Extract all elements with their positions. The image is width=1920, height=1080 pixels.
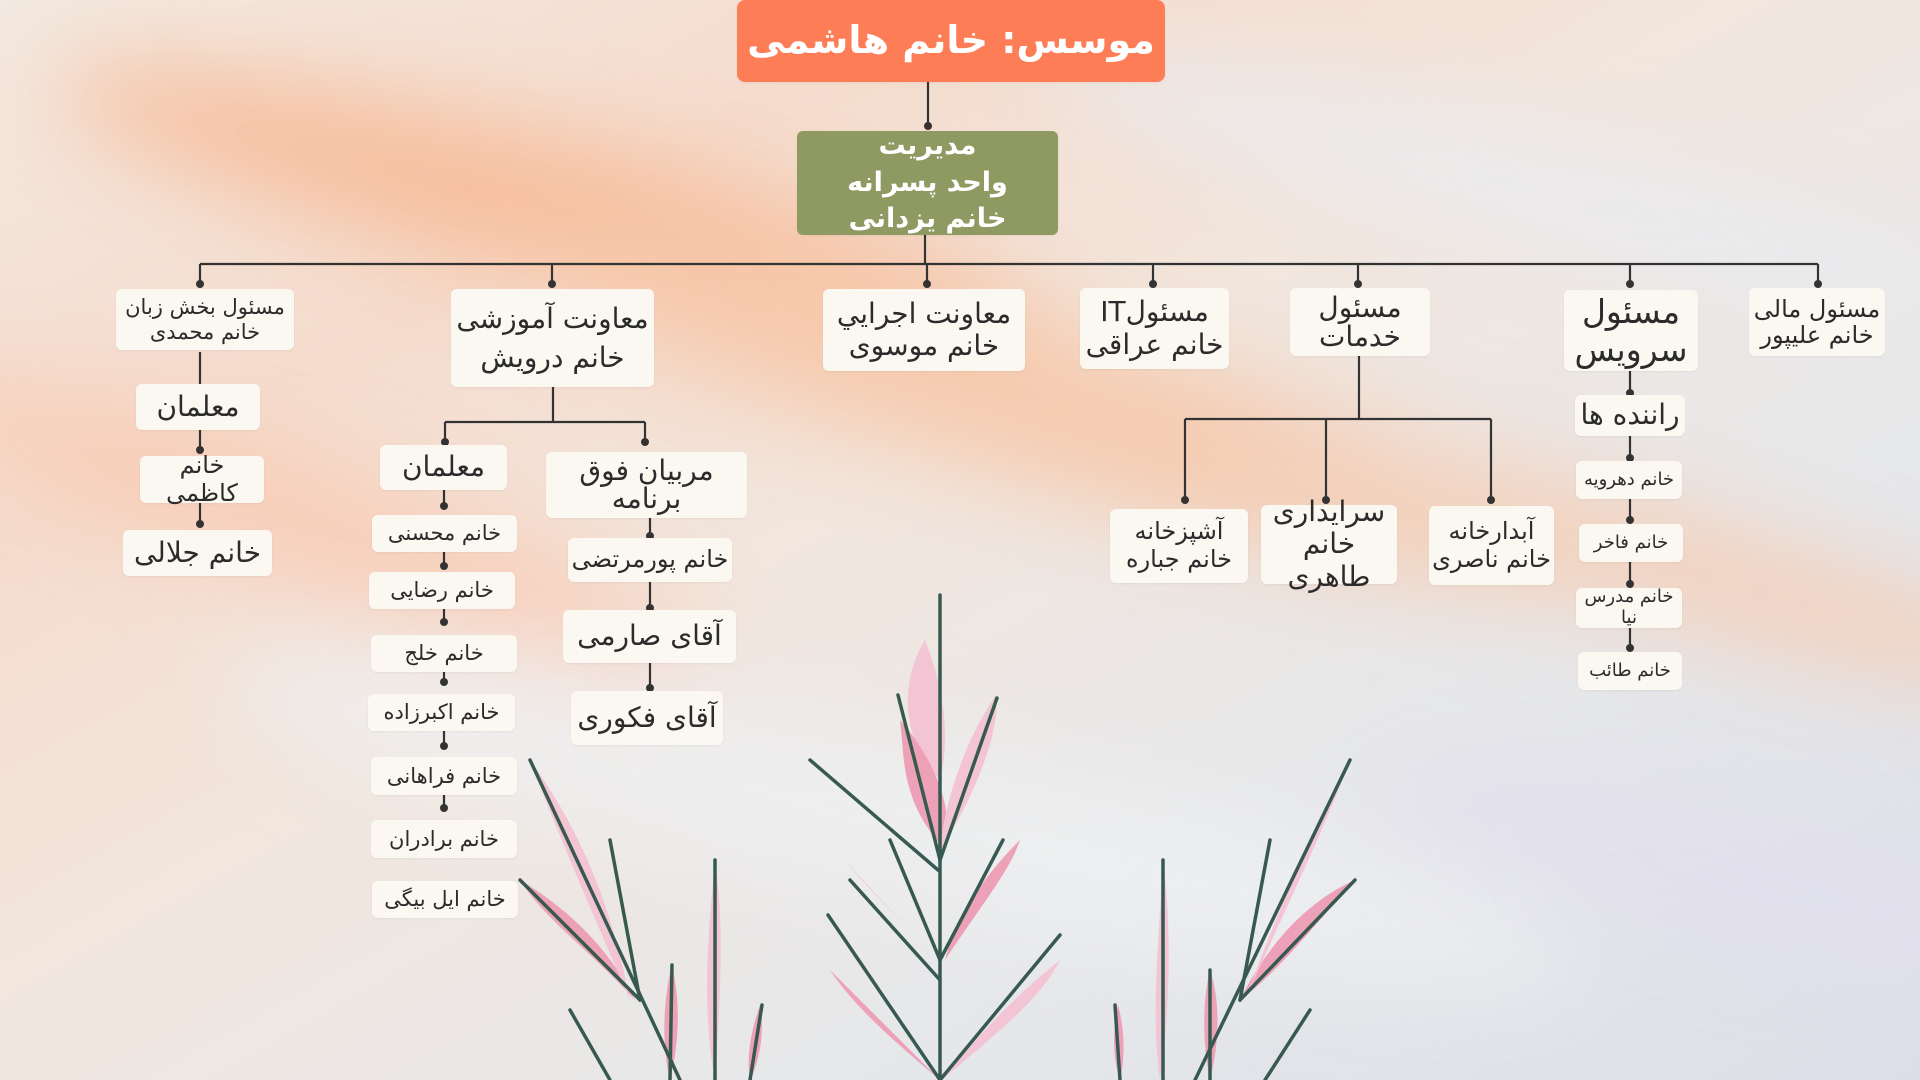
executive-deputy-title: معاونت اجرايي	[836, 296, 1012, 330]
extracurricular-group	[546, 452, 747, 518]
language-teacher-item	[140, 450, 264, 507]
teacher-name: خانم برادران	[389, 826, 499, 851]
language-teacher-name: خانم جلالی	[133, 535, 262, 569]
services-head	[1290, 288, 1430, 356]
coach-item	[563, 610, 736, 663]
kitchen-person: خانم جباره	[1126, 545, 1232, 573]
finance-person: خانم علیپور	[1760, 321, 1874, 349]
language-dept-title: مسئول بخش زبان	[125, 295, 285, 320]
kitchen-title: آشپزخانه	[1134, 517, 1224, 546]
driver-item	[1578, 652, 1682, 690]
education-deputy-title: معاونت آموزشی	[456, 301, 649, 335]
services-title-line1: مسئول	[1318, 290, 1402, 324]
pantry-person: خانم ناصری	[1432, 544, 1551, 573]
management-unit: واحد پسرانه	[847, 166, 1008, 198]
executive-deputy-head	[823, 289, 1025, 371]
teacher-name: خانم رضایی	[390, 578, 494, 603]
education-teachers-group	[380, 445, 507, 490]
driver-name: خانم طائب	[1589, 659, 1671, 681]
it-manager-person: خانم عراقی	[1085, 327, 1224, 361]
driver-item	[1579, 524, 1683, 562]
coach-item	[571, 691, 723, 745]
drivers-label: راننده ها	[1580, 398, 1680, 432]
management-box	[797, 131, 1058, 235]
it-manager-head	[1080, 288, 1229, 369]
janitor-person: خانم طاهری	[1287, 527, 1371, 593]
coach-item	[568, 538, 732, 582]
extracurricular-label-line1: مربیان فوق	[579, 454, 714, 487]
transport-head	[1564, 290, 1698, 371]
language-dept-person: خانم محمدی	[149, 319, 261, 344]
education-deputy-head	[451, 289, 654, 387]
kitchen-box	[1110, 509, 1248, 583]
management-person: خانم یزدانی	[848, 203, 1007, 235]
teacher-item	[372, 515, 517, 552]
teacher-item	[371, 820, 517, 858]
pantry-box	[1429, 506, 1554, 585]
teacher-item	[372, 881, 518, 918]
language-teacher-name: خانم کاظمی	[166, 450, 238, 507]
drivers-group	[1575, 395, 1685, 436]
language-teachers-label: معلمان	[156, 389, 240, 423]
language-teachers-group	[136, 384, 260, 430]
management-title: مدیریت	[878, 130, 977, 162]
education-teachers-label: معلمان	[401, 450, 486, 484]
coach-name: خانم پورمرتضی	[571, 545, 729, 574]
teacher-item	[369, 572, 515, 609]
teacher-name: خانم فراهانی	[386, 763, 502, 788]
teacher-item	[371, 757, 517, 795]
coach-name: آقای صارمی	[577, 619, 722, 653]
transport-title-line1: مسئول	[1581, 291, 1681, 331]
coach-name: آقای فکوری	[577, 700, 717, 734]
janitor-title: سرایداری	[1272, 495, 1386, 529]
founder-label: موسس: خانم هاشمی	[747, 18, 1155, 63]
finance-head	[1749, 288, 1885, 356]
driver-name: خانم دهرویه	[1583, 468, 1675, 490]
language-dept-head	[116, 289, 294, 350]
extracurricular-label-line2: برنامه	[611, 482, 682, 515]
education-deputy-person: خانم درویش	[480, 341, 625, 374]
teacher-name: خانم محسنی	[387, 521, 502, 546]
driver-name: خانم مدرس نیا	[1584, 586, 1674, 628]
janitor-box	[1261, 495, 1397, 593]
pantry-title: آبدارخانه	[1448, 516, 1535, 545]
teacher-name: خانم اکبرزاده	[383, 700, 500, 725]
finance-title: مسئول مالی	[1753, 294, 1881, 323]
teacher-name: خانم ایل بیگی	[384, 887, 506, 912]
transport-title-line2: سرویس	[1574, 329, 1688, 369]
founder-box	[737, 0, 1165, 82]
driver-item	[1576, 461, 1682, 499]
executive-deputy-person: خانم موسوی	[848, 329, 1000, 362]
driver-name: خانم فاخر	[1593, 531, 1669, 553]
services-title-line2: خدمات	[1319, 320, 1401, 353]
teacher-name: خانم خلج	[404, 641, 484, 666]
it-manager-title: مسئولIT	[1100, 295, 1209, 329]
teacher-item	[368, 694, 515, 731]
teacher-item	[371, 635, 517, 672]
driver-item	[1576, 588, 1682, 628]
language-teacher-item	[123, 530, 272, 576]
